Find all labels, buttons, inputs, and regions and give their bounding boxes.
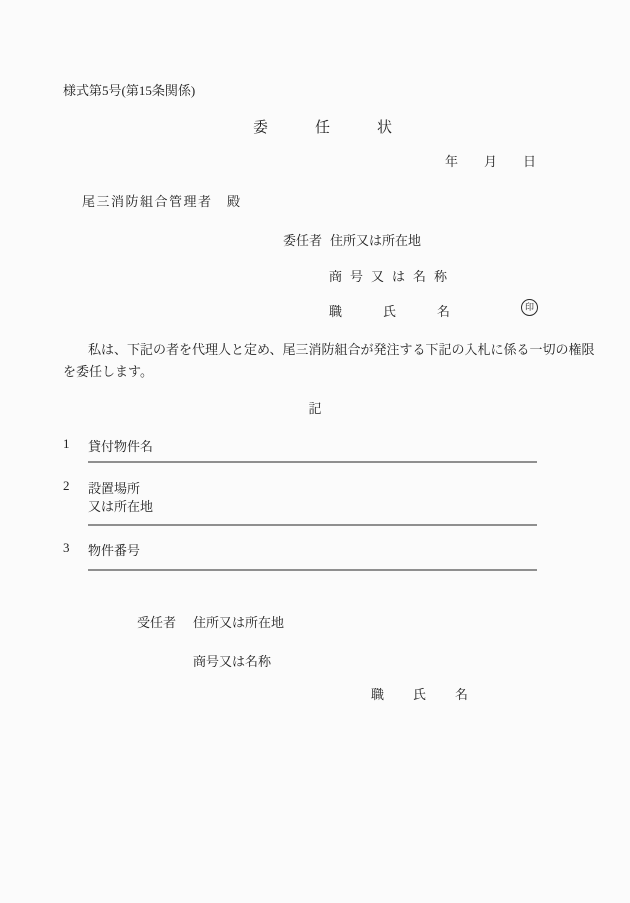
fill-in-line-3 <box>88 569 537 571</box>
addressee-line: 尾三消防組合管理者 殿 <box>82 194 242 209</box>
agent-address-label: 住所又は所在地 <box>193 615 285 630</box>
agent-role-label: 受任者 <box>137 615 177 630</box>
agent-name-label: 職氏名 <box>371 687 498 702</box>
fill-in-line-2 <box>88 524 537 526</box>
delegator-company-label: 商号又は名称 <box>329 269 456 284</box>
seal-icon: 印 <box>521 299 538 316</box>
delegator-role-label: 委任者 <box>283 233 323 248</box>
form-number: 様式第5号(第15条関係) <box>63 83 196 98</box>
item-1-number: 1 <box>63 436 70 451</box>
agent-company-label: 商号又は名称 <box>193 654 272 669</box>
body-text-line-1: 私は、下記の者を代理人と定め、尾三消防組合が発注する下記の入札に係る一切の権限 <box>88 342 595 357</box>
delegator-name-label: 職氏名 <box>329 304 492 319</box>
date-line: 年月日 <box>445 154 563 169</box>
item-3-number: 3 <box>63 540 70 555</box>
item-1-label: 貸付物件名 <box>88 439 154 454</box>
item-2-number: 2 <box>63 478 70 493</box>
item-3-label: 物件番号 <box>88 543 141 558</box>
item-2-label: 設置場所 <box>88 481 141 496</box>
fill-in-line-1 <box>88 461 537 463</box>
body-text-line-2: を委任します。 <box>63 364 153 379</box>
delegator-address-label: 住所又は所在地 <box>330 233 422 248</box>
item-2-label-line2: 又は所在地 <box>88 499 154 514</box>
document-title: 委任状 <box>253 120 440 136</box>
list-header: 記 <box>308 401 322 416</box>
